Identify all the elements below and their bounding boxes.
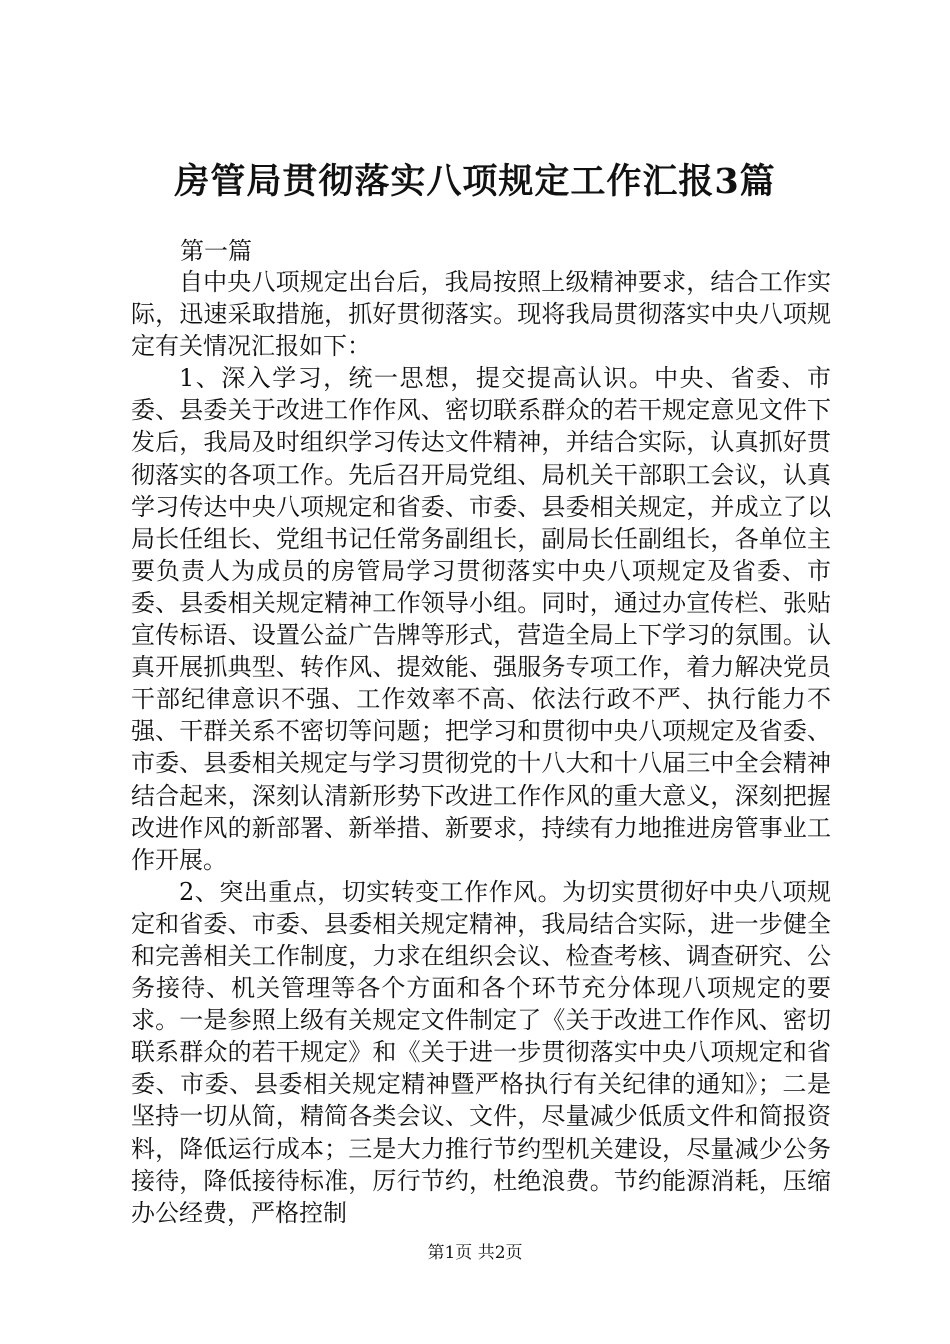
document-body <box>131 266 831 1229</box>
paragraph-item-2: 2、突出重点，切实转变工作作风。为切实贯彻好中央八项规定和省委、市委、县委相关规定精神，我局结合实际，进一步健全和完善相关工作制度，力求在组织会议、检查考核、调查研究、公务接待、机关管理等各个方面和各个环节充分体现八项规定的要求。一是参照上级有关规定文件制定了《关于改进工作作风、密切联系群众的若干规定》和《关于进一步贯彻落实中央八项规定和省委、市委、县委相关规定精神暨严格执行有关纪律的通知》；二是坚持一切从简，精简各类会议、文件，尽量减少低质文件和简报资料，降低运行成本；三是大力推行节约型机关建设，尽量减少公务接待，降低接待标准，厉行节约，杜绝浪费。节约能源消耗，压缩办公经费，严格控制 <box>131 877 831 1227</box>
section-label: 第一篇 <box>180 237 252 265</box>
page-footer: 第1页 共2页 <box>427 1243 523 1263</box>
document-title: 房管局贯彻落实八项规定工作汇报3篇 <box>174 161 776 202</box>
paragraph-intro: 自中央八项规定出台后，我局按照上级精神要求，结合工作实际，迅速采取措施，抓好贯彻落实。现将我局贯彻落实中央八项规定有关情况汇报如下： <box>131 268 831 361</box>
paragraph-item-1: 1、深入学习，统一思想，提交提高认识。中央、省委、市委、县委关于改进工作作风、密切联系群众的若干规定意见文件下发后，我局及时组织学习传达文件精神，并结合实际，认真抓好贯彻落实的各项工作。先后召开局党组、局机关干部职工会议，认真学习传达中央八项规定和省委、市委、县委相关规定，并成立了以局长任组长、党组书记任常务副组长，副局长任副组长，各单位主要负责人为成员的房管局学习贯彻落实中央八项规定及省委、市委、县委相关规定精神工作领导小组。同时，通过办宣传栏、张贴宣传标语、设置公益广告牌等形式，营造全局上下学习的氛围。认真开展抓典型、转作风、提效能、强服务专项工作，着力解决党员干部纪律意识不强、工作效率不高、依法行政不严、执行能力不强、干群关系不密切等问题；把学习和贯彻中央八项规定及省委、市委、县委相关规定与学习贯彻党的十八大和十八届三中全会精神结合起来，深刻认清新形势下改进工作作风的重大意义，深刻把握改进作风的新部署、新举措、新要求，持续有力地推进房管事业工作开展。 <box>131 364 831 874</box>
